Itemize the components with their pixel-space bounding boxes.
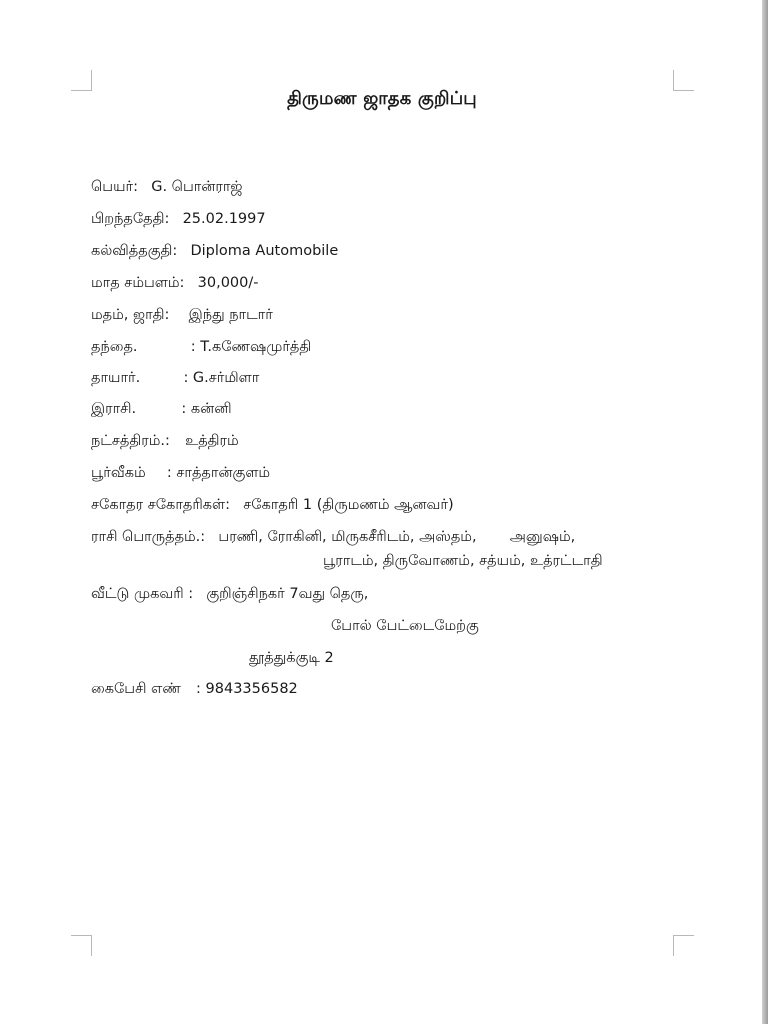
field-value: போல் பேட்டைமேற்கு bbox=[331, 618, 479, 634]
field-value: Diploma Automobile bbox=[190, 243, 339, 259]
field-rasi-match-continued bbox=[323, 553, 603, 571]
field-value: : T.கணேஷமுர்த்தி bbox=[190, 339, 312, 355]
field-label: சகோதர சகோதரிகள்: bbox=[91, 497, 231, 513]
field-value: சகோதரி 1 (திருமணம் ஆனவர்) bbox=[243, 497, 454, 513]
field-address-line-3 bbox=[249, 650, 334, 668]
field-label: கல்வித்தகுதி: bbox=[91, 243, 178, 259]
field-label: பெயர்: bbox=[91, 179, 138, 195]
field-rasi bbox=[91, 401, 232, 419]
field-value: : கன்னி bbox=[181, 401, 232, 417]
crop-mark-bottom-left bbox=[71, 935, 92, 956]
field-father bbox=[91, 339, 311, 357]
field-label: கைபேசி எண் bbox=[91, 681, 181, 697]
field-name bbox=[91, 179, 243, 197]
field-label: பூர்வீகம் bbox=[91, 465, 146, 481]
field-value: G. பொன்ராஜ் bbox=[151, 179, 243, 195]
field-address-line-2 bbox=[331, 618, 479, 636]
page-edge-scrollbar bbox=[762, 0, 768, 1024]
field-value: பூராடம், திருவோணம், சத்யம், உத்ரட்டாதி bbox=[323, 553, 603, 569]
field-label: இராசி. bbox=[91, 401, 137, 417]
field-religion-caste bbox=[91, 307, 273, 325]
field-value: : G.சர்மிளா bbox=[183, 370, 260, 386]
field-value: குறிஞ்சிநகர் 7வது தெரு, bbox=[206, 586, 369, 602]
document-title: திருமண ஜாதக குறிப்பு bbox=[287, 88, 477, 109]
field-value: 30,000/- bbox=[197, 275, 259, 291]
field-native-place bbox=[91, 465, 270, 483]
field-label: பிறந்ததேதி: bbox=[91, 211, 170, 227]
field-star bbox=[91, 433, 239, 451]
field-value: இந்து நாடார் bbox=[188, 307, 273, 323]
field-label: மாத சம்பளம்: bbox=[91, 275, 185, 291]
field-rasi-match bbox=[91, 529, 575, 547]
field-mother bbox=[91, 370, 259, 388]
field-value-tail: அனுஷம், bbox=[509, 529, 576, 545]
field-label: தாயார். bbox=[91, 370, 141, 386]
field-value: உத்திரம் bbox=[185, 433, 239, 449]
field-value: தூத்துக்குடி 2 bbox=[249, 650, 334, 666]
field-address bbox=[91, 586, 368, 604]
field-label: வீட்டு முகவரி : bbox=[91, 586, 194, 602]
field-education bbox=[91, 243, 338, 261]
crop-mark-bottom-right bbox=[673, 935, 694, 956]
field-siblings bbox=[91, 497, 454, 515]
field-dob bbox=[91, 211, 266, 229]
field-label: ராசி பொருத்தம்.: bbox=[91, 529, 206, 545]
field-value: 25.02.1997 bbox=[182, 211, 266, 227]
field-value: : 9843356582 bbox=[196, 681, 298, 697]
field-mobile bbox=[91, 681, 298, 699]
field-salary bbox=[91, 275, 259, 293]
field-label: நட்சத்திரம்.: bbox=[91, 433, 170, 449]
field-label: மதம், ஜாதி: bbox=[91, 307, 170, 323]
field-value: பரணி, ரோகினி, மிருகசீரிடம், அஸ்தம், bbox=[218, 529, 477, 545]
field-value: : சாத்தான்குளம் bbox=[166, 465, 271, 481]
field-label: தந்தை. bbox=[91, 339, 138, 355]
